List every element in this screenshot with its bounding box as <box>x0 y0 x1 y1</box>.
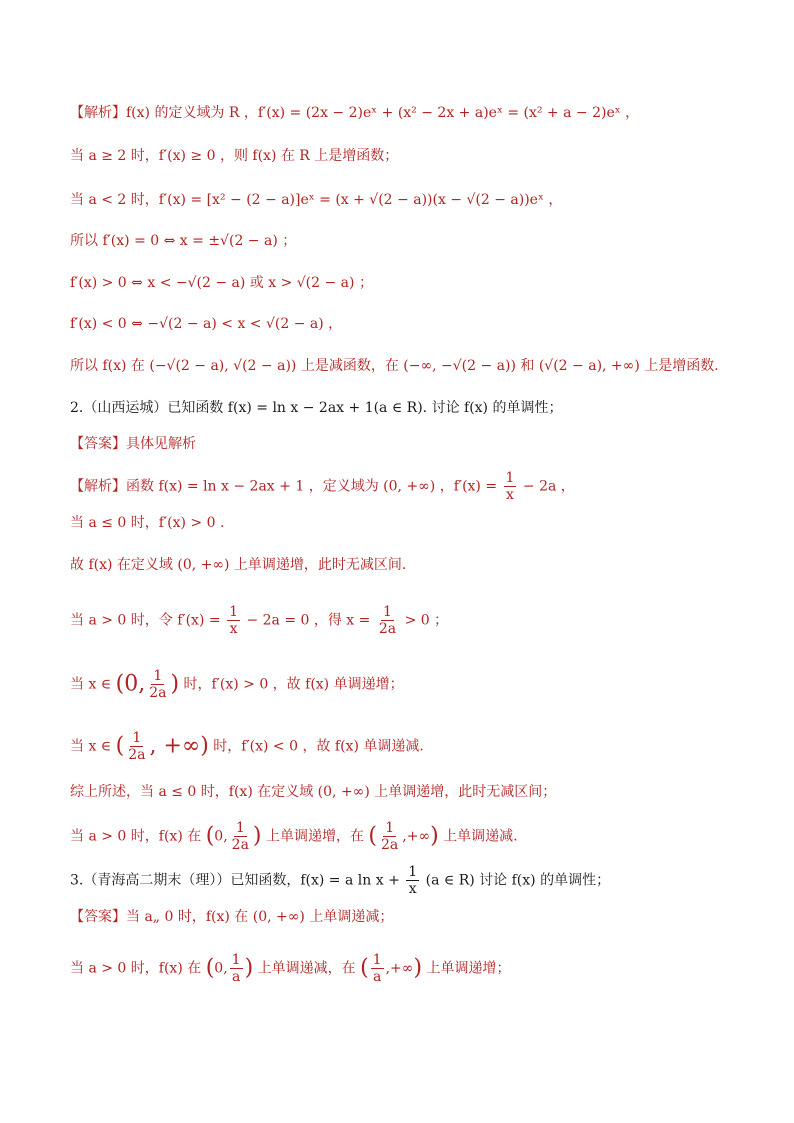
analysis-line-4: 所以 f′(x) = 0 ⇔ x = ±√(2 − a) ； <box>70 233 297 249</box>
answer-tag: 【答案】 <box>70 909 126 925</box>
analysis2-line-5 <box>70 668 730 701</box>
answer-3-line-2: 当 a > 0 时，f(x) 在 (0, $\frac{1}{a}$ ) 上单调递减，在 ( $\frac{1}{a}$ ,+∞) 上单调递增； <box>70 952 511 985</box>
analysis2-text-4a: 当 a > 0 时，令 f′(x) = <box>70 612 221 629</box>
analysis2-text-6a: 当 x ∈ <box>70 738 112 755</box>
fraction <box>230 952 243 985</box>
analysis2-text-8c: 上单调递减. <box>443 828 518 845</box>
answer-2 <box>70 434 730 454</box>
analysis2-line-8: 当 a > 0 时，f(x) 在 (0, $\frac{1}{2a}$ ) 上单调递增，在 ( $\frac{1}{2a}$ ,+∞) 上单调递减. <box>70 820 518 853</box>
fraction-numerator: 1 <box>235 820 245 836</box>
analysis2-line-3: 故 f(x) 在定义域 (0, +∞) 上单调递增，此时无减区间. <box>70 557 407 573</box>
analysis2-text-4c: > 0 ； <box>404 612 449 629</box>
answer-3-line-1 <box>70 907 730 927</box>
analysis-tag: 【解析】 <box>70 478 126 495</box>
fraction-denominator: x <box>408 881 417 897</box>
fraction <box>377 604 398 637</box>
analysis2-line-7: 综上所述，当 a ≤ 0 时，f(x) 在定义域 (0, +∞) 上单调递增，此时无减区间； <box>70 784 557 800</box>
fraction-numerator: 1 <box>385 820 395 836</box>
analysis2-line-6 <box>70 730 730 763</box>
question-3 <box>70 864 730 897</box>
question-2: 2.（山西运城）已知函数 f(x) = ln x − 2ax + 1(a ∈ R). 讨论 f(x) 的单调性； <box>70 400 563 416</box>
analysis2-text-5a: 当 x ∈ <box>70 676 112 693</box>
fraction-denominator: 2a <box>378 621 397 637</box>
fraction-denominator: 2a <box>149 685 167 701</box>
analysis2-text-1b: − 2a ， <box>522 478 575 495</box>
fraction-denominator: x <box>229 621 238 637</box>
fraction-denominator: x <box>506 487 514 503</box>
analysis-line-1 <box>70 103 730 123</box>
fraction <box>379 820 400 853</box>
analysis-line-5: f′(x) > 0 ⇔ x < −√(2 − a) 或 x > √(2 − a) ； <box>70 275 373 291</box>
analysis2-line-2: 当 a ≤ 0 时，f′(x) > 0 . <box>70 515 225 531</box>
interval-open: ( <box>115 733 125 759</box>
fraction-denominator: 2a <box>381 837 399 853</box>
fraction <box>371 952 384 985</box>
interval-close: ) <box>170 671 180 697</box>
fraction-denominator: 2a <box>128 747 146 763</box>
analysis2-text-1a: 函数 f(x) = ln x − 2ax + 1 ，定义域为 (0, +∞) ，f′(x) = <box>126 478 498 495</box>
analysis-text-1: f(x) 的定义域为 R ，f′(x) = (2x − 2)eˣ + (x² − 2x + a)eˣ = (x² + a − 2)eˣ ， <box>126 105 640 121</box>
answer-tag: 【答案】 <box>70 436 126 452</box>
analysis2-line-4 <box>70 604 730 637</box>
fraction <box>230 820 251 853</box>
interval-close: , +∞) <box>149 733 209 759</box>
answer-3-text-2b: 上单调递减，在 <box>257 960 356 977</box>
fraction-numerator: 1 <box>383 604 392 620</box>
analysis2-text-8a: 当 a > 0 时，f(x) 在 <box>70 828 202 845</box>
fraction <box>126 730 147 763</box>
analysis2-text-8b: 上单调递增，在 <box>265 828 364 845</box>
analysis-line-3: 当 a < 2 时，f′(x) = [x² − (2 − a)]eˣ = (x + √(2 − a))(x − √(2 − a))eˣ ， <box>70 192 563 208</box>
analysis-tag: 【解析】 <box>70 105 126 121</box>
fraction-numerator: 1 <box>372 952 382 968</box>
analysis-line-2: 当 a ≥ 2 时，f′(x) ≥ 0 ，则 f(x) 在 R 上是增函数； <box>70 148 399 164</box>
fraction <box>406 864 419 897</box>
interval-open: (0, <box>115 671 146 697</box>
fraction-numerator: 1 <box>505 470 515 486</box>
answer-3-text-2a: 当 a > 0 时，f(x) 在 <box>70 960 202 977</box>
analysis2-text-4b: − 2a = 0 ，得 x = <box>246 612 371 629</box>
fraction <box>147 668 168 701</box>
fraction-numerator: 1 <box>408 864 418 880</box>
fraction-denominator: 2a <box>231 837 249 853</box>
fraction <box>504 470 517 503</box>
fraction-denominator: a <box>372 969 382 985</box>
answer-text: 具体见解析 <box>126 436 196 452</box>
question-3-text-a: 3.（青海高二期末（理））已知函数，f(x) = a ln x + <box>70 872 400 889</box>
analysis2-line-1 <box>70 470 730 503</box>
analysis-line-7: 所以 f(x) 在 (−√(2 − a), √(2 − a)) 上是减函数，在 (−∞, −√(2 − a)) 和 (√(2 − a), +∞) 上是增函数. <box>70 358 719 374</box>
fraction-numerator: 1 <box>229 604 238 620</box>
fraction-numerator: 1 <box>231 952 241 968</box>
fraction <box>227 604 240 637</box>
fraction-numerator: 1 <box>153 668 163 684</box>
analysis-line-6: f′(x) < 0 ⇔ −√(2 − a) < x < √(2 − a) ， <box>70 316 343 332</box>
fraction-denominator: a <box>231 969 241 985</box>
question-3-text-b: (a ∈ R) 讨论 f(x) 的单调性； <box>425 872 611 889</box>
answer-3-text-2c: 上单调递增； <box>426 960 511 977</box>
fraction-numerator: 1 <box>132 730 142 746</box>
analysis2-text-6b: 时，f′(x) < 0 ，故 f(x) 单调递减. <box>213 738 424 755</box>
answer-3-text-1: 当 a„ 0 时，f(x) 在 (0, +∞) 上单调递减； <box>126 909 394 925</box>
analysis2-text-5b: 时，f′(x) > 0 ，故 f(x) 单调递增； <box>183 676 404 693</box>
